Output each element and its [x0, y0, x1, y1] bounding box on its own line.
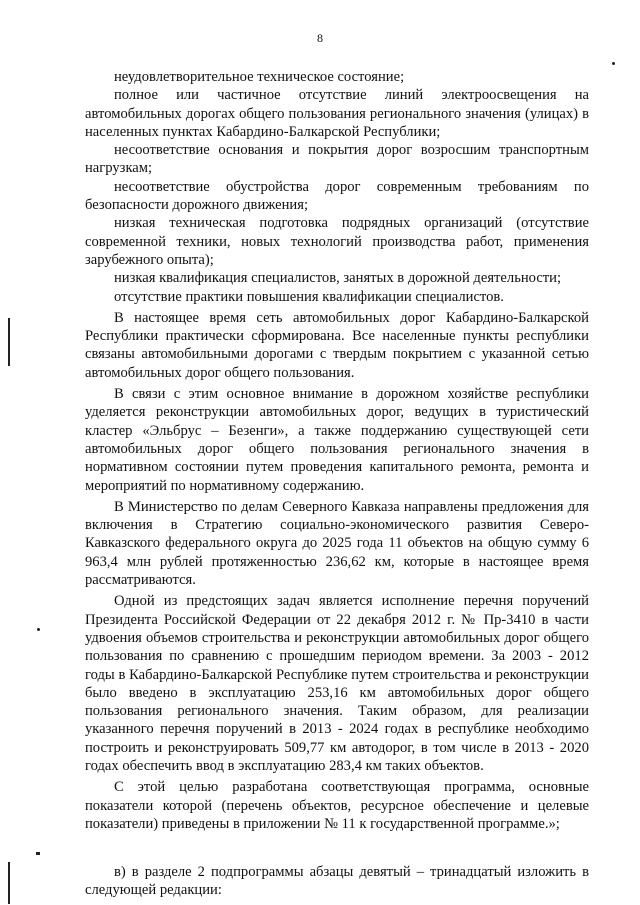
list-item: несоответствие основания и покрытия дорог возросшим транспортным нагрузкам; — [85, 142, 589, 177]
amendment-paragraph: в) в разделе 2 подпрограммы абзацы девятый – тринадцатый изложить в следующей редакции: — [85, 864, 589, 899]
scan-dot — [37, 628, 40, 631]
list-item: низкая квалификация специалистов, занятых в дорожной деятельности; — [114, 270, 562, 287]
body-paragraph: В Министерство по делам Северного Кавказа направлены предложения для включения в Стратегию социально-экономического развития Северо-Кавказского федерального округа до 2025 года 11 объектов на общую сумму 6 963,4 млн рублей протяженностью 236,62 км, которые в настоящее время рассматриваются. — [85, 498, 589, 589]
page-number: 8 — [317, 31, 323, 45]
list-item: полное или частичное отсутствие линий электроосвещения на автомобильных дорогах общего пользования регионального значения (улицах) в населенных пунктах Кабардино-Балкарской Республики; — [85, 87, 589, 140]
body-paragraph: В связи с этим основное внимание в дорожном хозяйстве республики уделяется реконструкции автомобильных дорог, ведущих в туристический кластер «Эльбрус – Безенги», а также поддержанию существующей сети автомобильных дорог общего пользования регионального значения в нормативном состоянии путем проведения капитального ремонта, ремонта и мероприятий по нормативному содержанию. — [85, 386, 589, 494]
list-item: неудовлетворительное техническое состояние; — [114, 69, 405, 85]
scan-dot — [36, 852, 40, 855]
scan-mark — [8, 862, 10, 904]
scan-dot — [612, 62, 615, 65]
body-paragraph: С этой целью разработана соответствующая программа, основные показатели которой (перечень объектов, ресурсное обеспечение и целевые показатели) приведены в приложении № 11 к государственной программе.»; — [85, 779, 589, 832]
body-paragraph: В настоящее время сеть автомобильных дорог Кабардино-Балкарской Республики практически сформирована. Все населенные пункты республики связаны автомобильными дорогами с твердым покрытием с указанной сетью автомобильных дорог общего пользования. — [85, 309, 589, 381]
list-item: несоответствие обустройства дорог современным требованиям по безопасности дорожного движения; — [85, 178, 589, 214]
list-item: отсутствие практики повышения квалификации специалистов. — [114, 288, 504, 305]
document-body — [85, 68, 589, 900]
list-item: низкая техническая подготовка подрядных организаций (отсутствие современной техники, новых технологий производства работ, применения зарубежного опыта); — [85, 215, 589, 268]
body-paragraph: Одной из предстоящих задач является исполнение перечня поручений Президента Российской Федерации от 22 декабря 2012 г. № Пр-3410 в части удвоения объемов строительства и реконструкции автомобильных дорог общего пользования по сравнению с прошедшим периодом времени. За 2003 - 2012 годы в Кабардино-Балкарской Республике путем строительства и реконструкции было введено в эксплуатацию 253,16 км автомобильных дорог общего пользования регионального значения. Таким образом, для реализации указанного перечня поручений в 2013 - 2024 годах в республике необходимо построить и реконструировать 509,77 км автодорог, в том числе в 2013 - 2020 годах обеспечить ввод в эксплуатацию 283,4 км таких объектов. — [85, 593, 589, 774]
scan-mark — [8, 318, 10, 366]
